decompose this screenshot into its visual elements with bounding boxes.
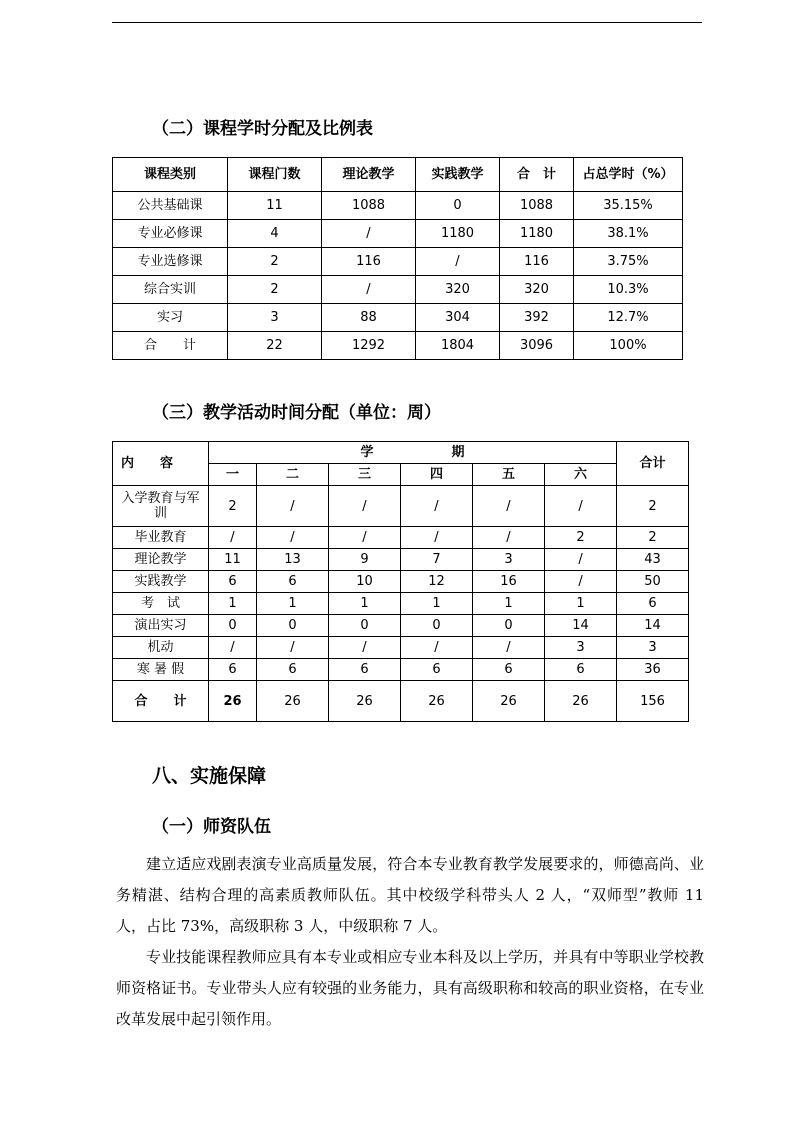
- semester-header: 学 期: [209, 442, 617, 464]
- table-cell: 1180: [500, 220, 574, 248]
- table-cell: 6: [401, 659, 473, 681]
- table-row: [113, 593, 689, 615]
- content-header: 内 容: [113, 442, 209, 486]
- table-cell: 26: [209, 681, 257, 722]
- semester-label: 六: [545, 464, 617, 486]
- table-cell: 116: [500, 248, 574, 276]
- table1-heading: （二）课程学时分配及比例表: [152, 119, 373, 139]
- table2-heading: （三）教学活动时间分配（单位：周）: [152, 403, 441, 423]
- table-cell: 1292: [322, 332, 416, 360]
- table-header-row: [113, 158, 683, 192]
- semester-label: 三: [329, 464, 401, 486]
- column-header: 课程门数: [228, 158, 322, 192]
- table-cell: 6: [257, 659, 329, 681]
- table-cell: 3: [545, 637, 617, 659]
- table-cell: 1: [329, 593, 401, 615]
- table-cell: 2: [209, 486, 257, 527]
- table-cell: 2: [228, 248, 322, 276]
- table-cell: 合 计: [113, 681, 209, 722]
- table-cell: 392: [500, 304, 574, 332]
- table-row: [113, 486, 689, 527]
- table-cell: /: [329, 486, 401, 527]
- table-cell: 6: [617, 593, 689, 615]
- table-cell: 22: [228, 332, 322, 360]
- table-cell: /: [401, 637, 473, 659]
- table-cell: 7: [401, 549, 473, 571]
- table-cell: /: [322, 220, 416, 248]
- table-cell: 毕业教育: [113, 527, 209, 549]
- table-cell: 156: [617, 681, 689, 722]
- column-header: 占总学时（%）: [574, 158, 683, 192]
- table-cell: 0: [416, 192, 500, 220]
- column-header: 实践教学: [416, 158, 500, 192]
- section-title: 八、实施保障: [152, 765, 267, 787]
- table-cell: 2: [617, 527, 689, 549]
- table-cell: 116: [322, 248, 416, 276]
- body-text: [116, 849, 704, 1035]
- table-cell: 公共基础课: [113, 192, 228, 220]
- table-cell: 9: [329, 549, 401, 571]
- teaching-weeks-table: [112, 441, 689, 722]
- table-cell: 1088: [500, 192, 574, 220]
- table-cell: /: [416, 248, 500, 276]
- table-cell: /: [329, 637, 401, 659]
- table-cell: /: [322, 276, 416, 304]
- table-cell: 88: [322, 304, 416, 332]
- table-cell: 100%: [574, 332, 683, 360]
- table-cell: 26: [473, 681, 545, 722]
- table-cell: /: [545, 571, 617, 593]
- table-cell: 专业必修课: [113, 220, 228, 248]
- table-cell: 1: [401, 593, 473, 615]
- table-cell: 1: [257, 593, 329, 615]
- table-total-row: [113, 332, 683, 360]
- table-row: [113, 304, 683, 332]
- table-cell: 26: [329, 681, 401, 722]
- table-cell: 入学教育与军训: [113, 486, 209, 527]
- table-cell: 6: [329, 659, 401, 681]
- table-cell: 26: [401, 681, 473, 722]
- table-cell: 12: [401, 571, 473, 593]
- table-row: [113, 192, 683, 220]
- table-cell: /: [257, 637, 329, 659]
- table-cell: 3: [228, 304, 322, 332]
- table-row: [113, 637, 689, 659]
- table-cell: 14: [545, 615, 617, 637]
- table-cell: 0: [209, 615, 257, 637]
- section-subtitle: （一）师资队伍: [152, 817, 271, 837]
- table-cell: 专业选修课: [113, 248, 228, 276]
- table-cell: 11: [209, 549, 257, 571]
- table-cell: 考 试: [113, 593, 209, 615]
- paragraph: 建立适应戏剧表演专业高质量发展，符合本专业教育教学发展要求的，师德高尚、业务精湛、结构合理的高素质教师队伍。其中校级学科带头人 2 人，“双师型”教师 11 人，占比 73%，高级职称 3 人，中级职称 7 人。: [116, 855, 704, 935]
- table-row: [113, 571, 689, 593]
- table-cell: 综合实训: [113, 276, 228, 304]
- table-cell: /: [401, 527, 473, 549]
- table-row: [113, 248, 683, 276]
- table-header-row: [113, 442, 689, 464]
- table-cell: 35.15%: [574, 192, 683, 220]
- table-cell: /: [473, 637, 545, 659]
- table-cell: /: [473, 486, 545, 527]
- semester-label: 四: [401, 464, 473, 486]
- table-cell: /: [257, 527, 329, 549]
- table-cell: /: [257, 486, 329, 527]
- table-cell: 0: [401, 615, 473, 637]
- table-row: [113, 527, 689, 549]
- table-cell: /: [401, 486, 473, 527]
- table-cell: 38.1%: [574, 220, 683, 248]
- table-cell: 3096: [500, 332, 574, 360]
- table-cell: 12.7%: [574, 304, 683, 332]
- table-cell: 0: [473, 615, 545, 637]
- table-row: [113, 220, 683, 248]
- table-cell: 26: [545, 681, 617, 722]
- table-cell: 16: [473, 571, 545, 593]
- total-header: 合计: [617, 442, 689, 486]
- table-cell: 11: [228, 192, 322, 220]
- table-row: [113, 659, 689, 681]
- column-header: 课程类别: [113, 158, 228, 192]
- header-rule: [112, 22, 702, 23]
- table-cell: 6: [209, 571, 257, 593]
- table-cell: /: [209, 527, 257, 549]
- table-cell: 4: [228, 220, 322, 248]
- column-header: 理论教学: [322, 158, 416, 192]
- table-cell: /: [473, 527, 545, 549]
- table-cell: 3: [617, 637, 689, 659]
- table-cell: 10.3%: [574, 276, 683, 304]
- table-cell: 0: [257, 615, 329, 637]
- column-header: 合 计: [500, 158, 574, 192]
- table-cell: 36: [617, 659, 689, 681]
- table-cell: 2: [545, 527, 617, 549]
- table-cell: 26: [257, 681, 329, 722]
- semester-label: 五: [473, 464, 545, 486]
- table-cell: 寒 暑 假: [113, 659, 209, 681]
- table-cell: 6: [257, 571, 329, 593]
- table-cell: /: [209, 637, 257, 659]
- table-cell: 2: [617, 486, 689, 527]
- table-cell: 机动: [113, 637, 209, 659]
- table-cell: 1: [473, 593, 545, 615]
- table-cell: 13: [257, 549, 329, 571]
- table-row: [113, 549, 689, 571]
- table-cell: 10: [329, 571, 401, 593]
- table-cell: /: [545, 549, 617, 571]
- table-cell: 1: [545, 593, 617, 615]
- table-total-row: [113, 681, 689, 722]
- table-cell: 实习: [113, 304, 228, 332]
- table-cell: 1180: [416, 220, 500, 248]
- table-cell: 320: [500, 276, 574, 304]
- table-cell: 0: [329, 615, 401, 637]
- table-cell: 3: [473, 549, 545, 571]
- table-cell: 14: [617, 615, 689, 637]
- table-cell: 320: [416, 276, 500, 304]
- table-cell: 6: [545, 659, 617, 681]
- table-cell: 1804: [416, 332, 500, 360]
- semester-label: 二: [257, 464, 329, 486]
- table-cell: 6: [473, 659, 545, 681]
- table-cell: 3.75%: [574, 248, 683, 276]
- table-cell: 理论教学: [113, 549, 209, 571]
- course-hours-table: [112, 157, 683, 360]
- table-cell: /: [545, 486, 617, 527]
- table-cell: 50: [617, 571, 689, 593]
- paragraph: 专业技能课程教师应具有本专业或相应专业本科及以上学历，并具有中等职业学校教师资格证书。专业带头人应有较强的业务能力，具有高级职称和较高的职业资格，在专业改革发展中起引领作用。: [116, 948, 704, 1028]
- table-row: [113, 615, 689, 637]
- table-cell: 43: [617, 549, 689, 571]
- semester-label: 一: [209, 464, 257, 486]
- table-cell: 1088: [322, 192, 416, 220]
- table-cell: 304: [416, 304, 500, 332]
- table-row: [113, 276, 683, 304]
- table-cell: 2: [228, 276, 322, 304]
- table-cell: 实践教学: [113, 571, 209, 593]
- table-cell: 1: [209, 593, 257, 615]
- table-cell: 合 计: [113, 332, 228, 360]
- table-cell: /: [329, 527, 401, 549]
- table-cell: 演出实习: [113, 615, 209, 637]
- table-cell: 6: [209, 659, 257, 681]
